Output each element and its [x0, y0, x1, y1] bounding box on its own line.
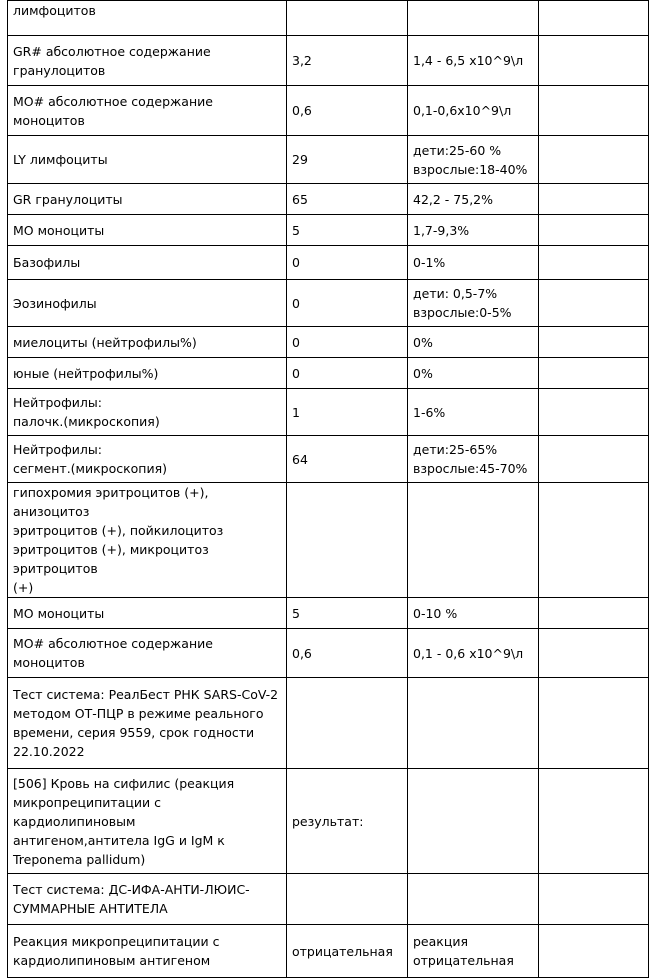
note-cell — [539, 136, 649, 184]
result-value-cell: 0 — [287, 246, 408, 280]
table-row — [8, 184, 649, 215]
reference-range-cell: 1,7-9,3% — [408, 215, 539, 246]
table-row — [8, 36, 649, 86]
test-name-cell: LY лимфоциты — [8, 136, 287, 184]
note-cell — [539, 327, 649, 358]
result-value-cell: 0 — [287, 358, 408, 389]
reference-range-cell — [408, 1, 539, 36]
note-cell — [539, 86, 649, 136]
table-row — [8, 280, 649, 327]
test-name-cell: MO моноциты — [8, 598, 287, 629]
test-name-cell: GR# абсолютное содержание гранулоцитов — [8, 36, 287, 86]
result-value-cell: 29 — [287, 136, 408, 184]
result-value-cell: отрицательная — [287, 925, 408, 978]
test-name-cell: Тест система: РеалБест РНК SARS-CoV-2 методом ОТ-ПЦР в режиме реального времени, серия 9559, срок годности 22.10.2022 — [8, 678, 287, 769]
test-name-cell: Нейтрофилы: сегмент.(микроскопия) — [8, 436, 287, 483]
result-value-cell: 1 — [287, 389, 408, 436]
table-row — [8, 136, 649, 184]
table-row — [8, 874, 649, 925]
result-value-cell: 0,6 — [287, 629, 408, 678]
note-cell — [539, 389, 649, 436]
result-value-cell — [287, 678, 408, 769]
result-value-cell — [287, 1, 408, 36]
test-name-cell: Базофилы — [8, 246, 287, 280]
result-value-cell: 5 — [287, 215, 408, 246]
note-cell — [539, 36, 649, 86]
table-row — [8, 678, 649, 769]
table-row — [8, 358, 649, 389]
test-name-cell: лимфоцитов — [8, 1, 287, 36]
table-row — [8, 598, 649, 629]
note-cell — [539, 483, 649, 598]
result-value-cell: 0 — [287, 327, 408, 358]
result-value-cell: 0,6 — [287, 86, 408, 136]
table-row — [8, 389, 649, 436]
result-value-cell: 65 — [287, 184, 408, 215]
test-name-cell: миелоциты (нейтрофилы%) — [8, 327, 287, 358]
table-row — [8, 436, 649, 483]
note-cell — [539, 629, 649, 678]
result-value-cell: 3,2 — [287, 36, 408, 86]
table-row — [8, 925, 649, 978]
result-value-cell — [287, 483, 408, 598]
reference-range-cell: 0-1% — [408, 246, 539, 280]
test-name-cell: GR гранулоциты — [8, 184, 287, 215]
table-row — [8, 483, 649, 598]
lab-results-table — [7, 0, 649, 978]
table-row — [8, 629, 649, 678]
note-cell — [539, 925, 649, 978]
result-value-cell — [287, 874, 408, 925]
note-cell — [539, 874, 649, 925]
result-value-cell: 64 — [287, 436, 408, 483]
note-cell — [539, 436, 649, 483]
table-row — [8, 327, 649, 358]
reference-range-cell: 0-10 % — [408, 598, 539, 629]
test-name-cell: MO моноциты — [8, 215, 287, 246]
table-row — [8, 1, 649, 36]
test-name-cell: Реакция микропреципитации с кардиолипиновым антигеном — [8, 925, 287, 978]
note-cell — [539, 769, 649, 874]
reference-range-cell — [408, 874, 539, 925]
test-name-cell: Эозинофилы — [8, 280, 287, 327]
test-name-cell: гипохромия эритроцитов (+), анизоцитоз эритроцитов (+), пойкилоцитоз эритроцитов (+), микроцитоз эритроцитов (+) — [8, 483, 287, 598]
reference-range-cell: дети: 0,5-7% взрослые:0-5% — [408, 280, 539, 327]
result-value-cell: результат: — [287, 769, 408, 874]
table-row — [8, 246, 649, 280]
result-value-cell: 5 — [287, 598, 408, 629]
reference-range-cell: 1-6% — [408, 389, 539, 436]
note-cell — [539, 1, 649, 36]
result-value-cell: 0 — [287, 280, 408, 327]
reference-range-cell: 0,1 - 0,6 x10^9\л — [408, 629, 539, 678]
table-row — [8, 215, 649, 246]
table-row — [8, 769, 649, 874]
reference-range-cell: дети:25-60 % взрослые:18-40% — [408, 136, 539, 184]
reference-range-cell — [408, 769, 539, 874]
note-cell — [539, 678, 649, 769]
reference-range-cell: 0% — [408, 358, 539, 389]
note-cell — [539, 246, 649, 280]
reference-range-cell — [408, 483, 539, 598]
reference-range-cell: 0,1-0,6x10^9\л — [408, 86, 539, 136]
note-cell — [539, 215, 649, 246]
reference-range-cell: 0% — [408, 327, 539, 358]
table-row — [8, 86, 649, 136]
test-name-cell: [506] Кровь на сифилис (реакция микропреципитации с кардиолипиновым антигеном,антитела IgG и IgM к Treponema pallidum) — [8, 769, 287, 874]
note-cell — [539, 184, 649, 215]
note-cell — [539, 280, 649, 327]
reference-range-cell — [408, 678, 539, 769]
test-name-cell: Тест система: ДС-ИФА-АНТИ-ЛЮИС- СУММАРНЫЕ АНТИТЕЛА — [8, 874, 287, 925]
test-name-cell: MO# абсолютное содержание моноцитов — [8, 86, 287, 136]
test-name-cell: Нейтрофилы: палочк.(микроскопия) — [8, 389, 287, 436]
note-cell — [539, 598, 649, 629]
reference-range-cell: реакция отрицательная — [408, 925, 539, 978]
reference-range-cell: 1,4 - 6,5 x10^9\л — [408, 36, 539, 86]
reference-range-cell: 42,2 - 75,2% — [408, 184, 539, 215]
note-cell — [539, 358, 649, 389]
test-name-cell: MO# абсолютное содержание моноцитов — [8, 629, 287, 678]
reference-range-cell: дети:25-65% взрослые:45-70% — [408, 436, 539, 483]
test-name-cell: юные (нейтрофилы%) — [8, 358, 287, 389]
